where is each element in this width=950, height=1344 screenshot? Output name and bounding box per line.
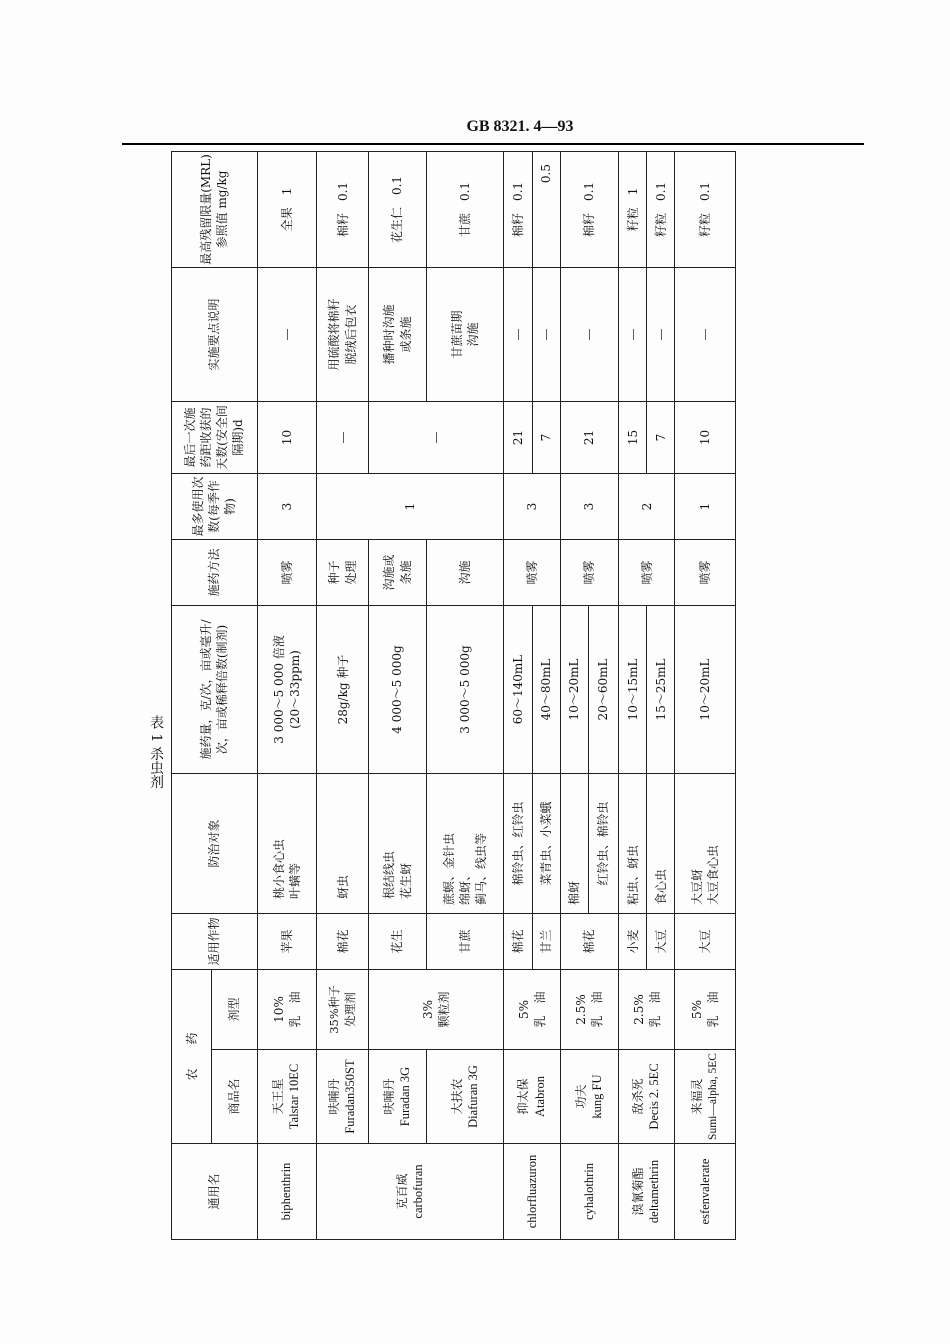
trade-cn: 天王星 [271, 1078, 286, 1115]
interval-cell: 7 [532, 401, 560, 473]
trade-cn: 抑太保 [516, 1078, 531, 1115]
table-row [619, 151, 647, 1239]
header-max-times: 最多使用次数(每季作物) [172, 473, 258, 539]
trade-name-cell [369, 1050, 426, 1144]
interval-cell: — [369, 401, 504, 473]
crop-cell: 甘蔗 [426, 913, 504, 969]
dosage-cell: 10～15mL [619, 605, 647, 773]
trade-cn: 敌杀死 [631, 1078, 646, 1115]
trade-name-cell [675, 1050, 736, 1144]
trade-name-cell [257, 1050, 316, 1144]
formulation-cell [504, 969, 560, 1049]
table-row [317, 151, 369, 1239]
notes-cell: — [647, 267, 675, 401]
target-cell [369, 773, 426, 913]
target-cell: 粘虫、蚜虫 [619, 773, 647, 913]
interval-cell: 7 [647, 401, 675, 473]
method-cell: 喷雾 [504, 539, 560, 605]
notes-cell: — [619, 267, 647, 401]
dosage-cell: 20～60mL [588, 605, 618, 773]
trade-en: kung FU [590, 1074, 605, 1119]
trade-cn: 功夫 [573, 1084, 588, 1109]
dosage-cell: 4 000～5 000g [369, 605, 426, 773]
formulation-cell [257, 969, 316, 1049]
form-a: 2.5% [574, 994, 589, 1025]
dosage-cell: 10～20mL [560, 605, 588, 773]
table-row [504, 151, 532, 1239]
target-cell [426, 773, 504, 913]
formulation-cell [675, 969, 736, 1049]
notes-a: 甘蔗苗期 [449, 310, 464, 359]
method-cell: 喷雾 [560, 539, 618, 605]
common-name-cell: biphenthrin [257, 1144, 316, 1240]
target-a: 根结线虫 [382, 850, 397, 899]
mrl-cell: 0.5 [532, 151, 560, 267]
notes-a: 播种时沟施 [382, 304, 397, 365]
trade-cn: 呋喃丹 [327, 1078, 342, 1115]
insecticide-table [171, 151, 736, 1240]
crop-cell: 甘兰 [532, 913, 560, 969]
target-cell [675, 773, 736, 913]
form-b: 乳 油 [533, 991, 547, 1028]
header-common-name: 通用名 [172, 1144, 258, 1240]
header-notes: 实施要点说明 [172, 267, 258, 401]
interval-cell: 15 [619, 401, 647, 473]
dosage-cell [257, 605, 316, 773]
form-a: 5% [516, 999, 531, 1020]
common-en: carbofuran [410, 1164, 425, 1219]
notes-cell [426, 267, 504, 401]
form-b: 颗粒剂 [437, 991, 452, 1028]
target-cell: 红铃虫、棉铃虫 [588, 773, 618, 913]
header-method: 施药方法 [172, 539, 258, 605]
mrl-cell: 籽粒 1 [619, 151, 647, 267]
method-a: 沟施或 [382, 554, 397, 591]
trade-name-cell [317, 1050, 369, 1144]
max-times-cell: 3 [560, 473, 618, 539]
interval-cell: 10 [257, 401, 316, 473]
target-a: 桃小食心虫 [271, 838, 286, 899]
target-b: 叶螨等 [287, 862, 302, 899]
target-cell: 棉铃虫、红铃虫 [504, 773, 532, 913]
header-target: 防治对象 [172, 773, 258, 913]
mrl-cell: 籽粒 0.1 [675, 151, 736, 267]
method-cell [317, 539, 369, 605]
target-cell: 菜青虫、小菜蛾 [532, 773, 560, 913]
form-a: 10% [271, 996, 286, 1023]
interval-cell: — [317, 401, 369, 473]
crop-cell: 棉花 [504, 913, 532, 969]
form-b: 乳 油 [706, 991, 721, 1028]
form-a: 3% [421, 999, 436, 1020]
dosage-b: (20～33ppm) [287, 650, 302, 729]
max-times-cell: 3 [257, 473, 316, 539]
dosage-cell: 10～20mL [675, 605, 736, 773]
method-cell: 沟施 [426, 539, 504, 605]
trade-cn: 来福灵 [690, 1078, 705, 1115]
table-title: 表 1 杀虫剂 [148, 715, 164, 789]
common-cn: 克百威 [394, 1173, 409, 1210]
notes-a: 用硫酸将棉籽 [327, 298, 342, 371]
dosage-a: 3 000～5 000 倍液 [271, 635, 286, 744]
dosage-cell: 28g/kg 种子 [317, 605, 369, 773]
trade-en: Sumi—alpha, 5EC [706, 1053, 719, 1140]
target-cell: 蚜虫 [317, 773, 369, 913]
common-name-cell: chlorfluazuron [504, 1144, 560, 1240]
mrl-cell: 棉籽 0.1 [504, 151, 532, 267]
target-a: 大豆蚜 [690, 868, 705, 905]
header-trade-name: 商品名 [212, 1050, 257, 1144]
trade-cn: 大扶农 [449, 1078, 464, 1115]
formulation-cell [560, 969, 618, 1049]
notes-cell [317, 267, 369, 401]
dosage-cell: 40～80mL [532, 605, 560, 773]
notes-cell: — [504, 267, 532, 401]
trade-en: Furadan350ST [343, 1059, 358, 1134]
target-b: 大豆食心虫 [706, 844, 721, 905]
trade-name-cell [619, 1050, 675, 1144]
mrl-cell: 棉籽 0.1 [560, 151, 618, 267]
method-cell: 喷雾 [675, 539, 736, 605]
trade-en: Atabron [532, 1076, 547, 1117]
common-name-cell: cyhalothrin [560, 1144, 618, 1240]
max-times-cell: 3 [504, 473, 560, 539]
form-a: 35%种子 [327, 985, 342, 1034]
mrl-cell: 花生仁 0.1 [369, 151, 426, 267]
trade-en: Decis 2. 5EC [647, 1063, 662, 1130]
mrl-cell: 籽粒 0.1 [647, 151, 675, 267]
header-formulation: 剂型 [212, 969, 257, 1049]
interval-cell: 21 [560, 401, 618, 473]
formulation-cell [619, 969, 675, 1049]
crop-cell: 苹果 [257, 913, 316, 969]
crop-cell: 花生 [369, 913, 426, 969]
trade-name-cell [504, 1050, 560, 1144]
notes-b: 或条施 [398, 316, 413, 353]
table-row [369, 151, 426, 1239]
method-cell: 喷雾 [619, 539, 675, 605]
form-a: 5% [690, 999, 705, 1020]
trade-en: Furadan 3G [398, 1066, 413, 1127]
target-c: 蓟马、线虫等 [474, 832, 489, 905]
formulation-cell [369, 969, 504, 1049]
interval-cell: 10 [675, 401, 736, 473]
target-cell: 棉蚜 [560, 773, 588, 913]
target-b: 花生蚜 [398, 862, 413, 899]
notes-cell: — [560, 267, 618, 401]
method-cell [369, 539, 426, 605]
method-b: 条施 [398, 560, 413, 585]
notes-cell: — [532, 267, 560, 401]
method-a: 种子 [327, 560, 342, 585]
notes-cell [369, 267, 426, 401]
table-row [257, 151, 316, 1239]
crop-cell: 大豆 [647, 913, 675, 969]
form-a: 2.5% [631, 994, 646, 1025]
table-row [426, 151, 504, 1239]
header-pesticide-group: 农 药 [172, 969, 212, 1143]
trade-name-cell [560, 1050, 618, 1144]
max-times-cell: 1 [675, 473, 736, 539]
max-times-cell: 1 [317, 473, 504, 539]
common-name-cell [317, 1144, 504, 1240]
common-name-cell [619, 1144, 675, 1240]
form-b: 乳 油 [590, 991, 605, 1028]
dosage-cell: 15～25mL [647, 605, 675, 773]
max-times-cell: 2 [619, 473, 675, 539]
header-mrl: 最高残留限量(MRL)参照值 mg/kg [172, 151, 258, 267]
method-cell: 喷雾 [257, 539, 316, 605]
trade-name-cell [426, 1050, 504, 1144]
header-crop: 适用作物 [172, 913, 258, 969]
common-en: deltamethrin [647, 1159, 662, 1224]
notes-cell: — [675, 267, 736, 401]
header-interval: 最后一次施药距收获的天数(安全间隔期)d [172, 401, 258, 473]
trade-en: Diafuran 3G [465, 1065, 480, 1128]
target-cell: 食心虫 [647, 773, 675, 913]
method-b: 处理 [343, 560, 358, 585]
table-row [560, 151, 588, 1239]
notes-b: 沟施 [466, 322, 481, 347]
mrl-cell: 全果 1 [257, 151, 316, 267]
trade-cn: 呋喃丹 [382, 1078, 397, 1115]
crop-cell: 棉花 [317, 913, 369, 969]
standard-code: GB 8321. 4—93 [466, 118, 574, 135]
target-a: 蔗螟、金针虫 [441, 832, 456, 905]
crop-cell: 大豆 [675, 913, 736, 969]
table-row [675, 151, 736, 1239]
common-cn: 溴氰菊酯 [631, 1167, 646, 1216]
trade-en: Talstar 10EC [287, 1063, 302, 1130]
dosage-cell: 3 000～5 000g [426, 605, 504, 773]
mrl-cell: 甘蔗 0.1 [426, 151, 504, 267]
crop-cell: 小麦 [619, 913, 647, 969]
interval-cell: 21 [504, 401, 532, 473]
dosage-cell: 60～140mL [504, 605, 532, 773]
common-name-cell: esfenvalerate [675, 1144, 736, 1240]
notes-cell: — [257, 267, 316, 401]
crop-cell: 棉花 [560, 913, 618, 969]
mrl-cell: 棉籽 0.1 [317, 151, 369, 267]
notes-b: 脱绒后包衣 [343, 304, 358, 365]
form-b: 乳 油 [287, 991, 302, 1028]
header-dosage: 施药量，克/次，亩或毫升/次，亩或稀释倍数(制剂) [172, 605, 258, 773]
target-cell [257, 773, 316, 913]
formulation-cell [317, 969, 369, 1049]
form-b: 处理剂 [342, 992, 357, 1027]
form-b: 乳 油 [647, 991, 662, 1028]
rotated-table-wrapper [171, 152, 736, 1240]
header-rule [122, 143, 864, 145]
target-b: 绵蚜、 [457, 868, 472, 905]
